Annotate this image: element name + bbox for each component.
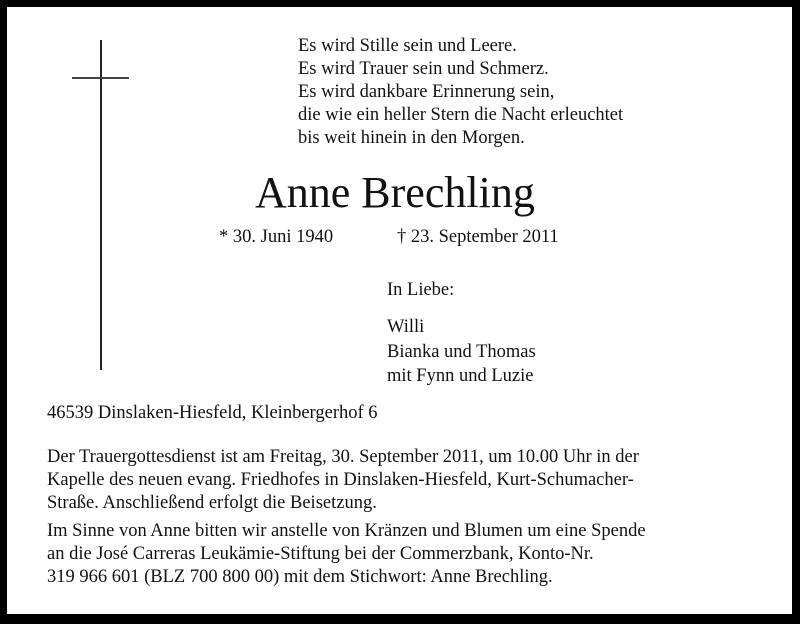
donation-line: Im Sinne von Anne bitten wir anstelle von Kränzen und Blumen um eine Spende [47, 521, 646, 541]
donation-line: an die José Carreras Leukämie-Stiftung bei der Commerzbank, Konto-Nr. [47, 544, 594, 564]
in-love-label: In Liebe: [387, 280, 455, 300]
service-line: Kapelle des neuen evang. Friedhofes in Dinslaken-Hiesfeld, Kurt-Schumacher- [47, 470, 634, 490]
mourner: mit Fynn und Luzie [387, 366, 534, 386]
service-line: Straße. Anschließend erfolgt die Beisetzung. [47, 493, 377, 513]
poem-line: Es wird Trauer sein und Schmerz. [298, 59, 549, 79]
death-date: † 23. September 2011 [397, 227, 559, 247]
birth-date: * 30. Juni 1940 [219, 227, 334, 247]
poem-line: bis weit hinein in den Morgen. [298, 128, 525, 148]
deceased-name: Anne Brechling [255, 168, 535, 217]
mourner: Willi [387, 317, 425, 337]
poem-line: Es wird dankbare Erinnerung sein, [298, 82, 555, 102]
mourner: Bianka und Thomas [387, 342, 536, 362]
service-line: Der Trauergottesdienst ist am Freitag, 30. September 2011, um 10.00 Uhr in der [47, 447, 639, 467]
obituary-notice [7, 7, 792, 614]
poem-line: die wie ein heller Stern die Nacht erleuchtet [298, 105, 624, 125]
donation-line: 319 966 601 (BLZ 700 800 00) mit dem Stichwort: Anne Brechling. [47, 567, 553, 587]
poem-line: Es wird Stille sein und Leere. [298, 36, 517, 56]
address: 46539 Dinslaken-Hiesfeld, Kleinbergerhof 6 [47, 403, 378, 423]
cross-vertical-bar [100, 40, 102, 370]
cross-horizontal-bar [72, 77, 129, 79]
